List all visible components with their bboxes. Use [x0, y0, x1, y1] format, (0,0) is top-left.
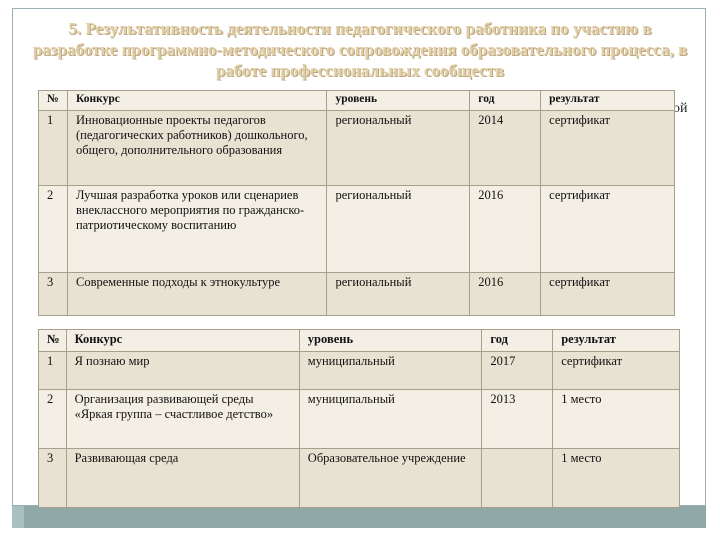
cell-result: сертификат: [541, 111, 675, 186]
cell-number: 1: [39, 352, 67, 390]
table-row: [39, 273, 675, 316]
table-header-row: [39, 330, 680, 352]
cell-contest: Лучшая разработка уроков или сценариев внеклассного мероприятия по гражданско-патриотическому воспитанию: [67, 186, 326, 273]
cell-level: Образовательное учреждение: [299, 449, 482, 508]
header-year: год: [482, 330, 553, 352]
cell-year: 2014: [470, 111, 541, 186]
header-result: результат: [553, 330, 680, 352]
cell-number: 2: [39, 390, 67, 449]
cell-contest: Развивающая среда: [66, 449, 299, 508]
cell-contest: Я познаю мир: [66, 352, 299, 390]
table-row: [39, 352, 680, 390]
slide-bottom-bar: [12, 506, 706, 528]
header-contest: Конкурс: [67, 91, 326, 111]
cell-number: 3: [39, 273, 68, 316]
cell-year: [482, 449, 553, 508]
table-row: [39, 390, 680, 449]
table-row: [39, 111, 675, 186]
contest-table-2: [38, 329, 680, 508]
header-level: уровень: [299, 330, 482, 352]
cell-result: сертификат: [541, 186, 675, 273]
table-row: [39, 186, 675, 273]
cell-level: муниципальный: [299, 390, 482, 449]
contest-table-1: [38, 90, 675, 316]
cell-contest: Современные подходы к этнокультуре: [67, 273, 326, 316]
header-level: уровень: [327, 91, 470, 111]
stray-text: ой: [673, 101, 688, 116]
cell-result: 1 место: [553, 390, 680, 449]
cell-year: 2017: [482, 352, 553, 390]
cell-year: 2016: [470, 186, 541, 273]
header-number: №: [39, 330, 67, 352]
cell-year: 2013: [482, 390, 553, 449]
header-contest: Конкурс: [66, 330, 299, 352]
cell-result: сертификат: [553, 352, 680, 390]
header-year: год: [470, 91, 541, 111]
cell-result: 1 место: [553, 449, 680, 508]
cell-level: муниципальный: [299, 352, 482, 390]
header-result: результат: [541, 91, 675, 111]
cell-contest: Инновационные проекты педагогов (педагогических работников) дошкольного, общего, дополнительного образования: [67, 111, 326, 186]
cell-year: 2016: [470, 273, 541, 316]
slide-title: 5. Результативность деятельности педагогического работника по участию в разработке программно-методического сопровождения образовательного процесса, в работе профессиональных сообществ: [32, 19, 688, 80]
cell-level: региональный: [327, 111, 470, 186]
header-number: №: [39, 91, 68, 111]
cell-level: региональный: [327, 186, 470, 273]
table-row: [39, 449, 680, 508]
cell-result: сертификат: [541, 273, 675, 316]
cell-number: 3: [39, 449, 67, 508]
cell-number: 1: [39, 111, 68, 186]
cell-number: 2: [39, 186, 68, 273]
cell-contest: Организация развивающей среды «Яркая группа – счастливое детство»: [66, 390, 299, 449]
table-header-row: [39, 91, 675, 111]
cell-level: региональный: [327, 273, 470, 316]
